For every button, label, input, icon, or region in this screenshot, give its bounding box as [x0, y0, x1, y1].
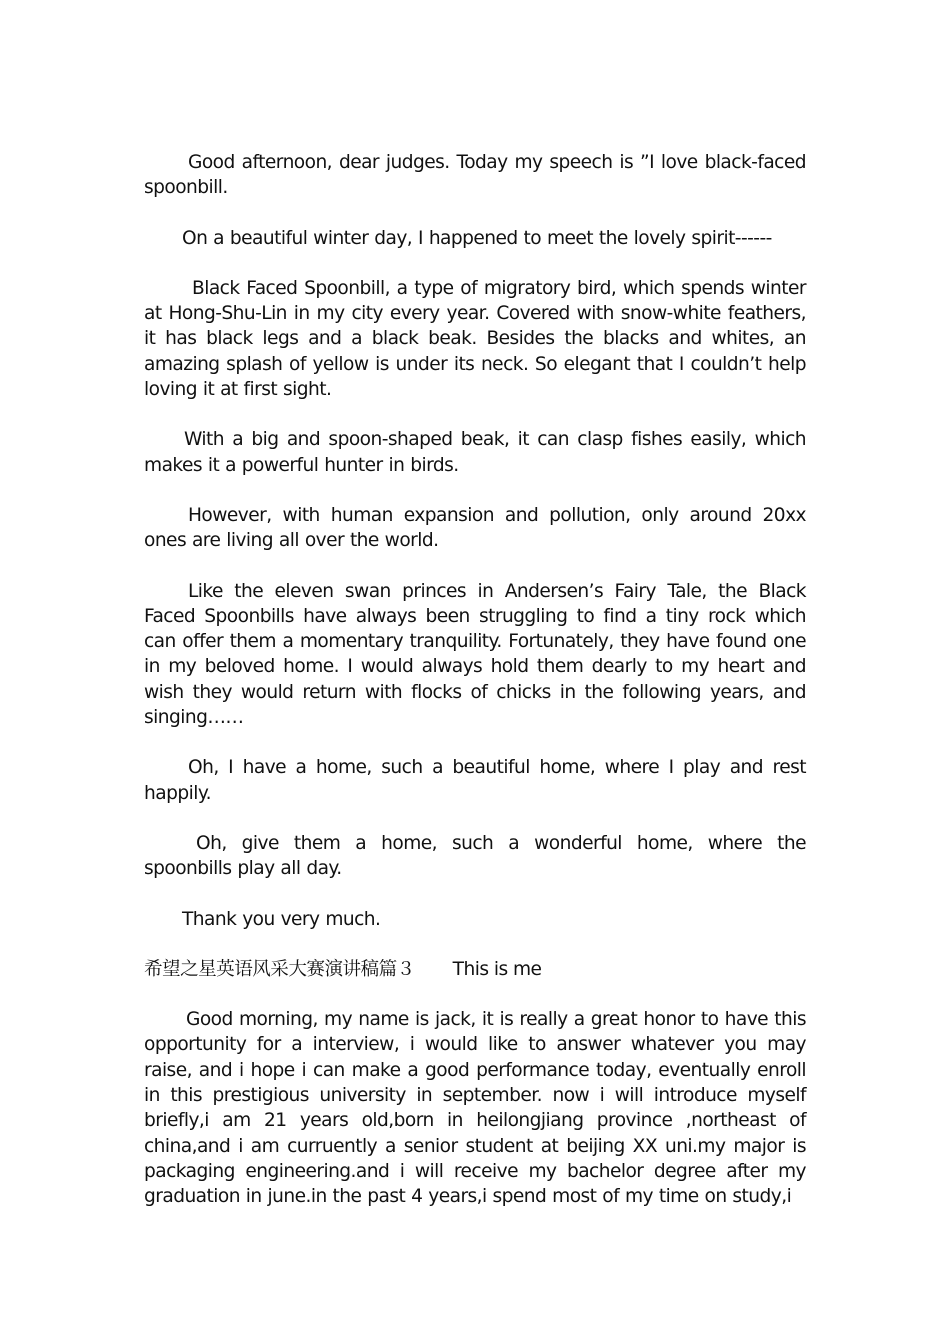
paragraph-winter-day	[144, 226, 806, 251]
paragraph-beak	[144, 427, 806, 478]
paragraph-greeting	[144, 150, 806, 201]
paragraph-home-song	[144, 755, 806, 806]
paragraph-fairy-tale	[144, 579, 806, 731]
paragraph-text: Like the eleven swan princes in Andersen’s Fairy Tale, the Black Faced Spoonbills have always been struggling to find a tiny rock which can offer them a momentary tranquility. Fortunately, they have found one in my beloved home. I would always hold them dearly to my heart and wish they would return with flocks of chicks in the following years, and singing……	[144, 580, 806, 729]
paragraph-text: Oh, give them a home, such a wonderful home, where the spoonbills play all day.	[144, 832, 806, 880]
document-page	[144, 150, 806, 1210]
paragraph-thanks	[144, 907, 806, 932]
paragraph-population	[144, 503, 806, 554]
section-title: 希望之星英语风采大赛演讲稿篇３	[144, 958, 415, 980]
paragraph-give-home	[144, 831, 806, 882]
paragraph-description	[144, 276, 806, 402]
paragraph-text: Black Faced Spoonbill, a type of migratory bird, which spends winter at Hong-Shu-Lin in my city every year. Covered with snow-white feathers, it has black legs and a black beak. Besides the blacks and whites, an amazing splash of yellow is under its neck. So elegant that I couldn’t help loving it at first sight.	[144, 277, 806, 401]
paragraph-text: With a big and spoon-shaped beak, it can clasp fishes easily, which makes it a powerful hunter in birds.	[144, 429, 806, 476]
paragraph-text: On a beautiful winter day, I happened to meet the lovely spirit------	[182, 227, 772, 249]
paragraph-text: Good afternoon, dear judges. Today my speech is ”I love black-faced spoonbill.	[144, 152, 806, 199]
paragraph-text: However, with human expansion and pollution, only around 20xx ones are living all over the world.	[144, 504, 806, 552]
paragraph-interview	[144, 1007, 806, 1209]
section-heading	[144, 957, 806, 982]
paragraph-text: Good morning, my name is jack, it is really a great honor to have this opportunity for a interview, i would like to answer whatever you may raise, and i hope i can make a good performance today, eventually enroll in this prestigious university in september. now i will introduce myself briefly,i am 21 years old,born in heilongjiang province ,northeast of china,and i am curruently a senior student at beijing XX uni.my major is packaging engineering.and i will receive my bachelor degree after my graduation in june.in the past 4 years,i spend most of my time on study,i	[144, 1009, 806, 1208]
paragraph-text: Oh, I have a home, such a beautiful home, where I play and rest happily.	[144, 757, 806, 804]
section-subtitle: This is me	[452, 958, 542, 980]
paragraph-text: Thank you very much.	[182, 908, 381, 930]
